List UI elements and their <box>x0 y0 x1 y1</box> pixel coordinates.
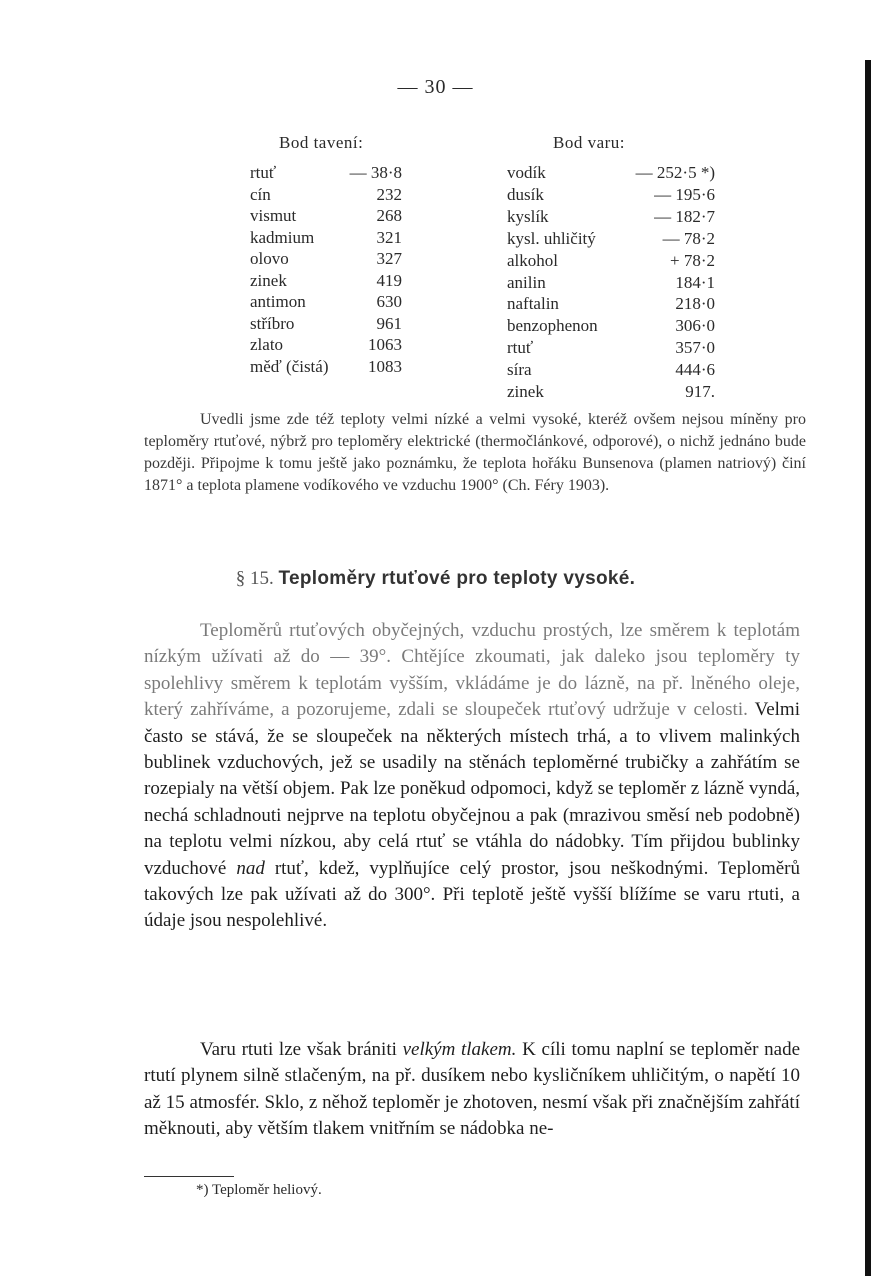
melting-temperature-value: 961 <box>376 313 402 333</box>
melting-temperature-value: 321 <box>376 227 402 247</box>
boiling-temperature-value: 218·0 <box>675 294 715 314</box>
boiling-table-row <box>507 184 715 206</box>
melting-temperature-value: 1063 <box>368 335 402 354</box>
boiling-temperature-value: 184·1 <box>675 272 715 292</box>
melting-substance-name: zinek <box>250 270 287 290</box>
section-number: § 15. <box>235 568 274 589</box>
boiling-table-row <box>507 315 715 337</box>
boiling-temperature-value: — 195·6 <box>654 184 715 204</box>
melting-substance-name: kadmium <box>250 227 315 247</box>
melting-table-row <box>250 291 402 313</box>
boiling-table-row <box>507 162 715 184</box>
boiling-substance-name: naftalin <box>507 294 559 314</box>
melting-table-row <box>250 356 402 378</box>
footnote: *) Teploměr heliový. <box>196 1182 322 1198</box>
melting-table-row <box>250 313 402 335</box>
melting-temperature-value: 630 <box>376 292 402 311</box>
boiling-table-row <box>507 359 715 381</box>
section-title: Teploměry rtuťové pro teploty vysoké. <box>278 568 636 589</box>
boiling-table-row <box>507 293 715 315</box>
footnote-divider <box>144 1176 234 1177</box>
boiling-temperature-value: 444·6 <box>675 360 715 380</box>
body-paragraph-2 <box>144 1037 800 1143</box>
page-edge-shadow <box>865 60 871 1276</box>
paragraph-2-text-a: Varu rtuti lze však brániti <box>200 1039 397 1060</box>
boiling-substance-name: síra <box>507 360 532 380</box>
paragraph-1-italic: nad <box>236 857 265 879</box>
melting-table-heading: Bod tavení: <box>279 133 364 152</box>
section-heading <box>0 568 871 590</box>
paragraph-1-faded-text: Teploměrů rtuťových obyčejných, vzduchu prostých, lze směrem k teplotám nízkým užívati až do — 39°. Chtějíce zkoumati, jak daleko jsou teploměry ty spolehlivy směrem k teplotám vyšším, vkládáme je do lázně, na př. lněného oleje, který zahříváme, a pozorujeme, zdali se sloupeček rtuťový udržuje v celosti. <box>144 620 800 721</box>
boiling-substance-name: zinek <box>507 382 544 401</box>
boiling-temperature-value: + 78·2 <box>670 250 715 270</box>
boiling-substance-name: anilin <box>507 272 546 292</box>
melting-temperature-value: 327 <box>376 249 402 268</box>
boiling-substance-name: vodík <box>507 163 546 182</box>
boiling-temperature-value: 357·0 <box>675 338 715 358</box>
melting-table-row <box>250 205 402 227</box>
boiling-table-row <box>507 272 715 294</box>
boiling-temperature-value: 917. <box>685 382 715 401</box>
boiling-substance-name: dusík <box>507 184 544 204</box>
paragraph-1-text-b: rtuť, kdež, vyplňujíce celý prostor, jsou neškodnými. Teploměrů takových lze pak užívati až do 300°. Při teplotě ještě vyšší blížíme se varu rtuti, a údaje jsou nespolehlivé. <box>144 857 801 932</box>
melting-table-row <box>250 184 402 206</box>
melting-table-row <box>250 334 402 356</box>
melting-substance-name: antimon <box>250 292 306 311</box>
boiling-substance-name: kyslík <box>507 206 549 226</box>
melting-substance-name: zlato <box>250 335 284 354</box>
melting-substance-name: měď (čistá) <box>250 356 329 376</box>
melting-table-row <box>250 270 402 292</box>
paragraph-1-text-a: Velmi často se stává, že se sloupeček na některých místech trhá, a to vlivem malinkých bublinek vzduchových, jež se usadily na stěnách teploměrné trubičky a zahřátím se rozepialy na větší objem. Pak lze poněkud odpomoci, když se teploměr z lázně vyndá, nechá schladnouti nejprve na teplotu obyčejnou a pak (mrazivou směsí neb podobně) na teplotu velmi nízkou, aby celá rtuť se vtáhla do nádobky. Tím přijdou bublinky vzduchové <box>144 699 800 879</box>
boiling-table-row <box>507 250 715 272</box>
melting-substance-name: stříbro <box>250 313 295 333</box>
boiling-temperature-value: — 182·7 <box>654 206 715 226</box>
boiling-substance-name: rtuť <box>507 338 534 358</box>
boiling-substance-name: alkohol <box>507 250 558 270</box>
note-paragraph: Uvedli jsme zde též teploty velmi nízké a velmi vysoké, kteréž ovšem nejsou míněny pro teploměry rtuťové, nýbrž pro teploměry elektrické (thermočlánkové, odporové), o nichž jednáno bude později. Připojme k tomu ještě jako poznámku, že teplota hořáku Bunsenova (plamen natriový) činí 1871° a teplota plamene vodíkového ve vzduchu 1900° (Ch. Féry 1903). <box>144 411 806 494</box>
melting-table-row <box>250 162 402 184</box>
boiling-temperature-value: — 78·2 <box>662 228 715 248</box>
melting-substance-name: vismut <box>250 206 297 225</box>
melting-substance-name: olovo <box>250 249 289 268</box>
boiling-table-row <box>507 228 715 250</box>
melting-temperature-value: — 38·8 <box>349 163 402 182</box>
melting-substance-name: cín <box>250 184 271 204</box>
boiling-temperature-value: — 252·5 *) <box>635 163 715 182</box>
paragraph-2-text-b: K cíli tomu naplní se teploměr nade rtutí plynem silně stlačeným, na př. dusíkem nebo kysličníkem uhličitým, o napětí 10 až 15 atmosfér. Sklo, z něhož teploměr je zhotoven, nesmí však při značnějším zahřátí měknouti, aby větším tlakem vnitřním se nádobka ne- <box>144 1039 801 1140</box>
melting-table-row <box>250 227 402 249</box>
melting-table-row <box>250 248 402 270</box>
boiling-table-row <box>507 381 715 403</box>
boiling-temperature-value: 306·0 <box>675 316 715 336</box>
body-paragraph-1 <box>144 618 800 935</box>
melting-substance-name: rtuť <box>250 163 277 182</box>
boiling-table-heading: Bod varu: <box>553 133 626 152</box>
melting-temperature-value: 232 <box>376 184 402 204</box>
melting-temperature-value: 268 <box>376 206 402 225</box>
boiling-table-row <box>507 206 715 228</box>
boiling-table-row <box>507 337 715 359</box>
boiling-substance-name: benzophenon <box>507 316 598 336</box>
page-number: — 30 — <box>397 76 474 98</box>
boiling-substance-name: kysl. uhličitý <box>507 228 596 248</box>
melting-temperature-value: 419 <box>376 270 402 290</box>
melting-temperature-value: 1083 <box>368 356 402 376</box>
paragraph-2-italic: velkým tlakem. <box>402 1039 517 1060</box>
